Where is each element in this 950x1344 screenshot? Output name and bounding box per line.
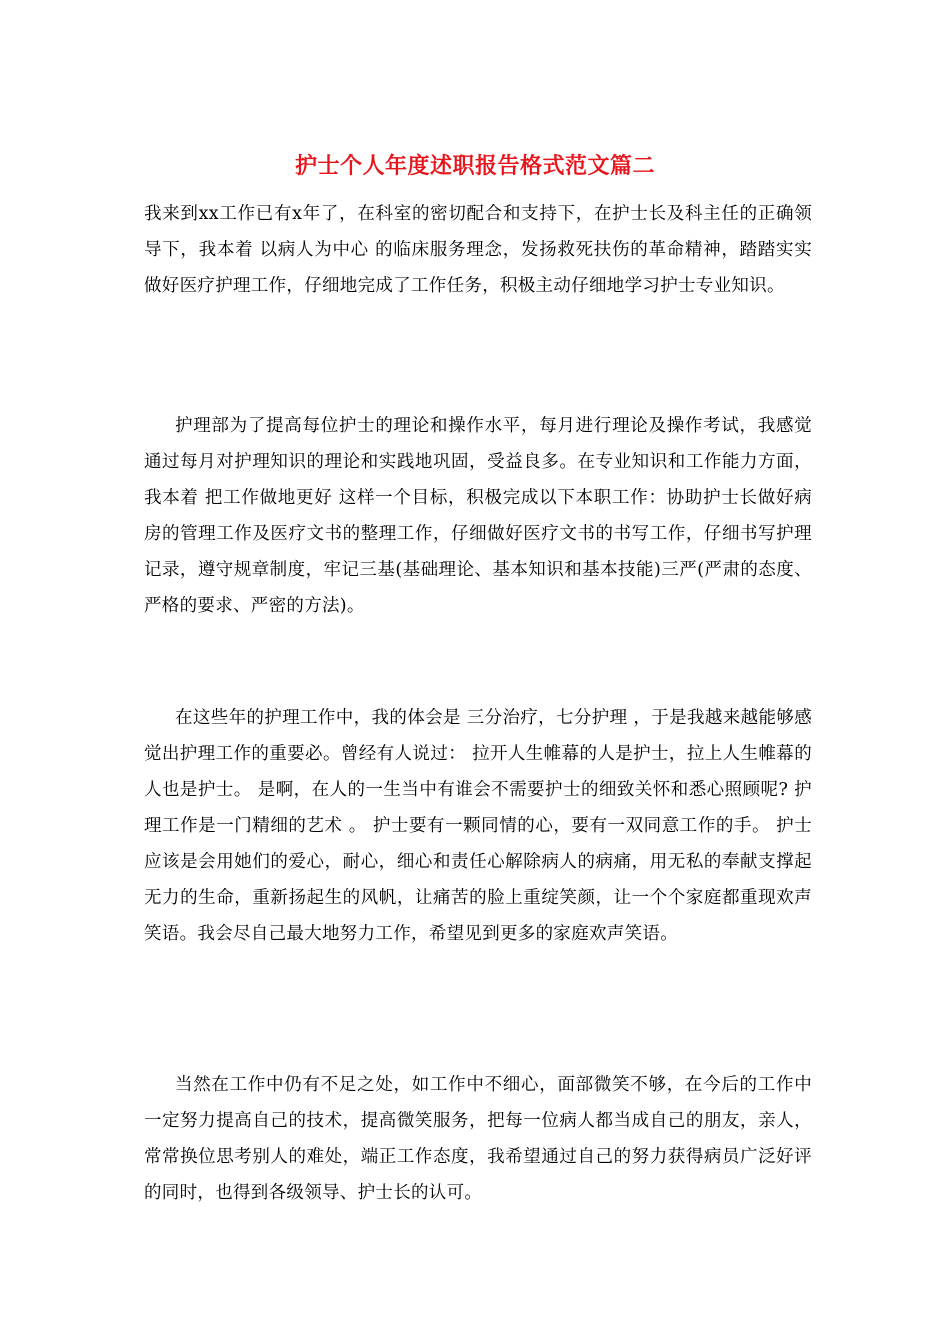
paragraph-3: 在这些年的护理工作中，我的体会是 三分治疗，七分护理 ，于是我越来越能够感觉出护理工作的重要必。曾经有人说过： 拉开人生帷幕的人是护士，拉上人生帷幕的人也是护士。 是啊，在人的一生当中有谁会不需要护士的细致关怀和悉心照顾呢? 护理工作是一门精细的艺术 。 护士要有一颗同情的心，要有一双同意工作的手。 护士应该是会用她们的爱心，耐心，细心和责任心解除病人的病痛，用无私的奉献支撑起无力的生命，重新扬起生的风帆，让痛苦的脸上重绽笑颜，让一个个家庭都重现欢声笑语。我会尽自己最大地努力工作，希望见到更多的家庭欢声笑语。 xyxy=(144,708,812,944)
paragraph-4: 当然在工作中仍有不足之处，如工作中不细心，面部微笑不够，在今后的工作中一定努力提高自己的技术，提高微笑服务，把每一位病人都当成自己的朋友，亲人，常常换位思考别人的难处，端正工作态度，我希望通过自己的努力获得病员广泛好评的同时，也得到各级领导、护士长的认可。 xyxy=(144,1075,812,1203)
paragraph-2: 护理部为了提高每位护士的理论和操作水平，每月进行理论及操作考试，我感觉通过每月对护理知识的理论和实践地巩固，受益良多。在专业知识和工作能力方面，我本着 把工作做地更好 这样一个目标，积极完成以下本职工作：协助护士长做好病房的管理工作及医疗文书的整理工作，仔细做好医疗文书的书写工作，仔细书写护理记录，遵守规章制度，牢记三基(基础理论、基本知识和基本技能)三严(严肃的态度、严格的要求、严密的方法)。 xyxy=(144,416,812,616)
document-title: 护士个人年度述职报告格式范文篇二 xyxy=(294,153,655,179)
paragraph-1: 我来到xx工作已有x年了，在科室的密切配合和支持下，在护士长及科主任的正确领导下，我本着 以病人为中心 的临床服务理念，发扬救死扶伤的革命精神，踏踏实实做好医疗护理工作，仔细地完成了工作任务，积极主动仔细地学习护士专业知识。 xyxy=(144,204,812,296)
